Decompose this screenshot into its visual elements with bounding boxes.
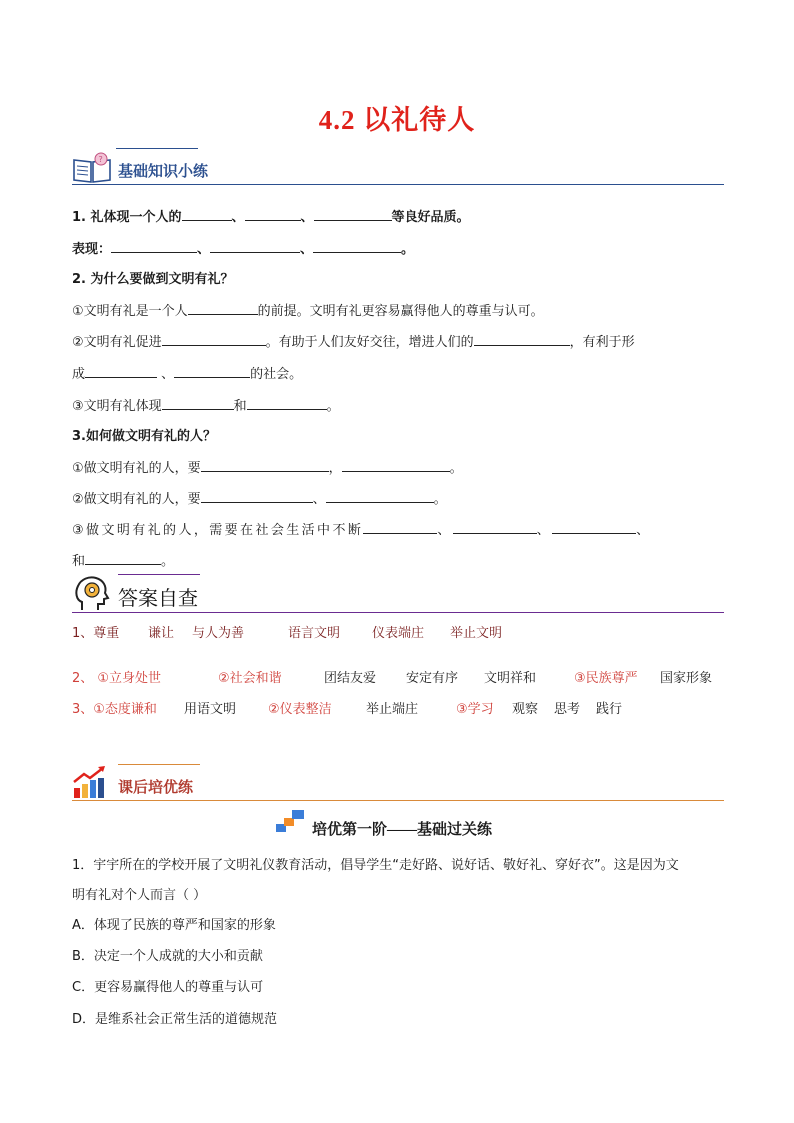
- growth-chart-icon: [72, 766, 108, 800]
- section-label: 答案自查: [118, 586, 198, 610]
- question-3-a: ①做文明有礼的人，要 ， 。: [72, 461, 463, 476]
- mcq-stem-line-1: 1．宇宇所在的学校开展了文明礼仪教育活动，倡导学生“走好路、说好话、敬好礼、穿好衣”。这是因为文: [72, 858, 679, 873]
- question-2-b-cont: 成 、 的社会。: [72, 367, 303, 382]
- question-2: 2. 为什么要做到文明有礼？: [72, 272, 234, 287]
- mcq-option-b: B．决定一个人成就的大小和贡献: [72, 949, 263, 964]
- open-book-icon: [72, 152, 112, 184]
- question-3-c-cont: 和 。: [72, 554, 175, 569]
- stage-label: 培优第一阶——基础过关练: [312, 822, 493, 838]
- mcq-option-c: C．更容易赢得他人的尊重与认可: [72, 980, 264, 995]
- question-2-b: ②文明有礼促进 。有助于人们友好交往，增进人们的 ，有利于形: [72, 335, 635, 350]
- answer-row-3: 3、①态度谦和 用语文明 ②仪表整洁 举止端庄 ③学习 观察 思考 践行: [72, 702, 623, 717]
- question-3: 3.如何做文明有礼的人？: [72, 429, 216, 444]
- question-3-c: ③做文明有礼的人，需要在社会生活中不断 、 、 、: [72, 523, 652, 538]
- section-header-answers: [72, 574, 724, 614]
- question-2-c: ③文明有礼体现 和 。: [72, 399, 340, 414]
- question-1-performance: 表现： 、 、 。: [72, 242, 415, 257]
- question-2-a: ①文明有礼是一个人 的前提。文明有礼更容易赢得他人的尊重与认可。: [72, 304, 544, 319]
- stage-heading: [276, 808, 556, 836]
- mcq-stem-line-2: 明有礼对个人而言（ ）: [72, 888, 207, 903]
- question-3-b: ②做文明有礼的人，要 、 。: [72, 492, 447, 507]
- page-title: 4.2 以礼待人: [318, 105, 476, 135]
- section-header-practice: [72, 764, 724, 804]
- section-label: 基础知识小练: [118, 162, 209, 180]
- question-1: 1. 礼体现一个人的 、 、 等良好品质。: [72, 210, 470, 225]
- mcq-option-d: D．是维系社会正常生活的道德规范: [72, 1012, 278, 1027]
- mcq-option-a: A．体现了民族的尊严和国家的形象: [72, 918, 276, 933]
- answer-row-1: 1、尊重 谦让 与人为善 语言文明 仪表端庄 举止文明: [72, 626, 503, 641]
- answer-row-2: 2、 ①立身处世 ②社会和谐 团结友爱 安定有序 文明祥和 ③民族尊严 国家形象: [72, 671, 713, 686]
- section-header-basic-knowledge: [72, 148, 724, 188]
- stairs-icon: [276, 808, 306, 834]
- thinking-head-icon: [72, 574, 110, 612]
- svg-text:?: ?: [98, 155, 103, 164]
- section-label: 课后培优练: [118, 778, 194, 796]
